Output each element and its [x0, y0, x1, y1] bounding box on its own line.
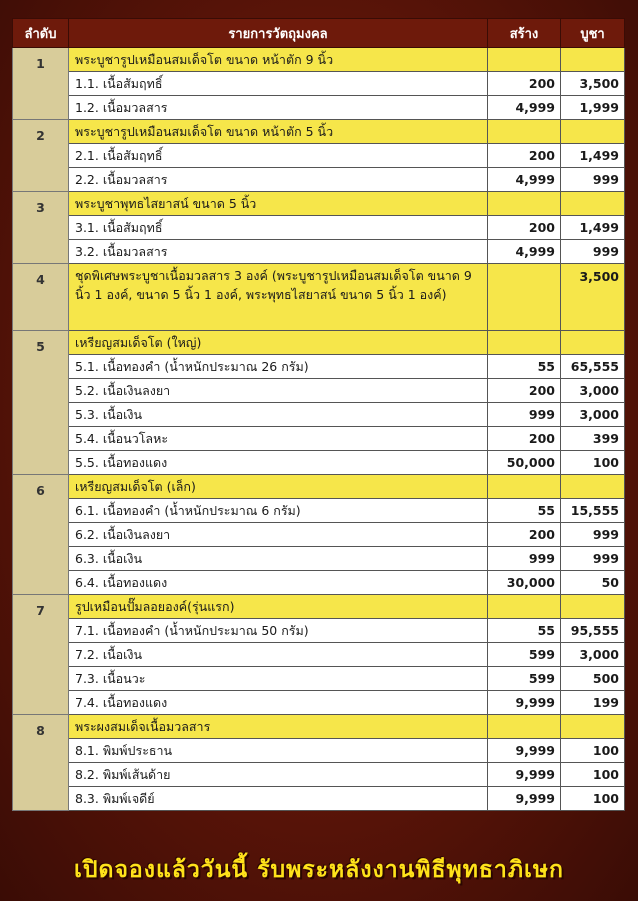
group-made-count	[488, 595, 561, 619]
promo-banner: เปิดจองแล้ววันนี้ รับพระหลังงานพิธีพุทธาภิเษก	[74, 857, 564, 883]
item-price: 50	[561, 571, 625, 595]
group-made-count	[488, 120, 561, 144]
group-price	[561, 331, 625, 355]
group-price	[561, 475, 625, 499]
item-price: 100	[561, 739, 625, 763]
group-title: พระบูชารูปเหมือนสมเด็จโต ขนาด หน้าตัก 5 นิ้ว	[69, 120, 488, 144]
header-item: รายการวัตถุมงคล	[69, 19, 488, 48]
item-row	[13, 216, 625, 240]
item-price: 999	[561, 547, 625, 571]
item-label: 5.1. เนื้อทองคำ (น้ำหนักประมาณ 26 กรัม)	[69, 355, 488, 379]
item-price: 3,500	[561, 72, 625, 96]
item-made-count: 999	[488, 547, 561, 571]
item-row	[13, 72, 625, 96]
item-price: 3,000	[561, 403, 625, 427]
item-row	[13, 787, 625, 811]
group-price: 3,500	[561, 264, 625, 331]
item-label: 1.1. เนื้อสัมฤทธิ์	[69, 72, 488, 96]
item-row	[13, 523, 625, 547]
price-table-container	[12, 18, 624, 811]
item-price: 199	[561, 691, 625, 715]
item-row	[13, 240, 625, 264]
item-row	[13, 691, 625, 715]
item-price: 3,000	[561, 643, 625, 667]
item-made-count: 55	[488, 499, 561, 523]
item-label: 8.2. พิมพ์เส้นด้าย	[69, 763, 488, 787]
item-price: 399	[561, 427, 625, 451]
group-price	[561, 192, 625, 216]
item-label: 6.2. เนื้อเงินลงยา	[69, 523, 488, 547]
group-price	[561, 715, 625, 739]
group-price	[561, 595, 625, 619]
item-made-count: 200	[488, 216, 561, 240]
group-number: 1	[13, 48, 69, 120]
group-row	[13, 595, 625, 619]
item-row	[13, 96, 625, 120]
item-label: 5.2. เนื้อเงินลงยา	[69, 379, 488, 403]
item-made-count: 9,999	[488, 787, 561, 811]
item-made-count: 200	[488, 144, 561, 168]
item-label: 7.3. เนื้อนวะ	[69, 667, 488, 691]
item-row	[13, 379, 625, 403]
item-price: 95,555	[561, 619, 625, 643]
item-price: 500	[561, 667, 625, 691]
item-row	[13, 451, 625, 475]
item-label: 7.4. เนื้อทองแดง	[69, 691, 488, 715]
amulet-price-table	[12, 18, 625, 811]
header-price: บูชา	[561, 19, 625, 48]
item-row	[13, 547, 625, 571]
item-price: 100	[561, 451, 625, 475]
item-label: 6.1. เนื้อทองคำ (น้ำหนักประมาณ 6 กรัม)	[69, 499, 488, 523]
table-header-row	[13, 19, 625, 48]
group-title: เหรียญสมเด็จโต (เล็ก)	[69, 475, 488, 499]
group-title: เหรียญสมเด็จโต (ใหญ่)	[69, 331, 488, 355]
item-label: 6.3. เนื้อเงิน	[69, 547, 488, 571]
group-made-count	[488, 715, 561, 739]
item-label: 2.2. เนื้อมวลสาร	[69, 168, 488, 192]
item-made-count: 599	[488, 643, 561, 667]
group-row	[13, 331, 625, 355]
item-label: 1.2. เนื้อมวลสาร	[69, 96, 488, 120]
group-title: รูปเหมือนปั๊มลอยองค์(รุ่นแรก)	[69, 595, 488, 619]
group-number: 5	[13, 331, 69, 475]
item-made-count: 599	[488, 667, 561, 691]
item-price: 999	[561, 168, 625, 192]
item-row	[13, 739, 625, 763]
item-label: 7.2. เนื้อเงิน	[69, 643, 488, 667]
item-price: 1,499	[561, 216, 625, 240]
item-price: 3,000	[561, 379, 625, 403]
item-made-count: 55	[488, 355, 561, 379]
item-row	[13, 571, 625, 595]
item-made-count: 999	[488, 403, 561, 427]
item-row	[13, 499, 625, 523]
item-made-count: 9,999	[488, 739, 561, 763]
item-row	[13, 168, 625, 192]
group-row	[13, 475, 625, 499]
group-row	[13, 120, 625, 144]
item-label: 5.3. เนื้อเงิน	[69, 403, 488, 427]
item-row	[13, 643, 625, 667]
group-number: 7	[13, 595, 69, 715]
item-label: 2.1. เนื้อสัมฤทธิ์	[69, 144, 488, 168]
item-row	[13, 144, 625, 168]
group-made-count	[488, 48, 561, 72]
item-label: 6.4. เนื้อทองแดง	[69, 571, 488, 595]
item-label: 5.4. เนื้อนวโลหะ	[69, 427, 488, 451]
item-price: 1,999	[561, 96, 625, 120]
group-number: 4	[13, 264, 69, 331]
item-price: 1,499	[561, 144, 625, 168]
item-made-count: 9,999	[488, 691, 561, 715]
item-made-count: 4,999	[488, 168, 561, 192]
item-label: 7.1. เนื้อทองคำ (น้ำหนักประมาณ 50 กรัม)	[69, 619, 488, 643]
group-made-count	[488, 331, 561, 355]
item-made-count: 30,000	[488, 571, 561, 595]
item-price: 100	[561, 763, 625, 787]
item-price: 65,555	[561, 355, 625, 379]
item-price: 15,555	[561, 499, 625, 523]
item-row	[13, 427, 625, 451]
group-number: 6	[13, 475, 69, 595]
group-made-count	[488, 264, 561, 331]
item-made-count: 200	[488, 379, 561, 403]
group-row	[13, 48, 625, 72]
group-price	[561, 120, 625, 144]
group-row	[13, 192, 625, 216]
item-made-count: 4,999	[488, 240, 561, 264]
item-label: 3.1. เนื้อสัมฤทธิ์	[69, 216, 488, 240]
header-number: ลำดับ	[13, 19, 69, 48]
group-number: 2	[13, 120, 69, 192]
item-row	[13, 355, 625, 379]
item-price: 999	[561, 240, 625, 264]
group-row	[13, 715, 625, 739]
group-title: พระบูชารูปเหมือนสมเด็จโต ขนาด หน้าตัก 9 นิ้ว	[69, 48, 488, 72]
item-label: 5.5. เนื้อทองแดง	[69, 451, 488, 475]
header-made: สร้าง	[488, 19, 561, 48]
group-title: พระผงสมเด็จเนื้อมวลสาร	[69, 715, 488, 739]
item-price: 100	[561, 787, 625, 811]
item-made-count: 200	[488, 427, 561, 451]
item-price: 999	[561, 523, 625, 547]
item-made-count: 55	[488, 619, 561, 643]
item-label: 8.3. พิมพ์เจดีย์	[69, 787, 488, 811]
item-row	[13, 403, 625, 427]
group-made-count	[488, 192, 561, 216]
group-made-count	[488, 475, 561, 499]
item-label: 3.2. เนื้อมวลสาร	[69, 240, 488, 264]
item-row	[13, 667, 625, 691]
item-made-count: 50,000	[488, 451, 561, 475]
item-row	[13, 619, 625, 643]
item-made-count: 200	[488, 72, 561, 96]
item-row	[13, 763, 625, 787]
group-title: ชุดพิเศษพระบูชาเนื้อมวลสาร 3 องค์ (พระบูชารูปเหมือนสมเด็จโต ขนาด 9 นิ้ว 1 องค์, ขนาด 5 นิ้ว 1 องค์, พระพุทธไสยาสน์ ขนาด 5 นิ้ว 1 องค์)	[69, 264, 488, 331]
item-label: 8.1. พิมพ์ประธาน	[69, 739, 488, 763]
group-number: 3	[13, 192, 69, 264]
item-made-count: 9,999	[488, 763, 561, 787]
group-row	[13, 264, 625, 331]
group-price	[561, 48, 625, 72]
group-title: พระบูชาพุทธไสยาสน์ ขนาด 5 นิ้ว	[69, 192, 488, 216]
item-made-count: 200	[488, 523, 561, 547]
group-number: 8	[13, 715, 69, 811]
item-made-count: 4,999	[488, 96, 561, 120]
